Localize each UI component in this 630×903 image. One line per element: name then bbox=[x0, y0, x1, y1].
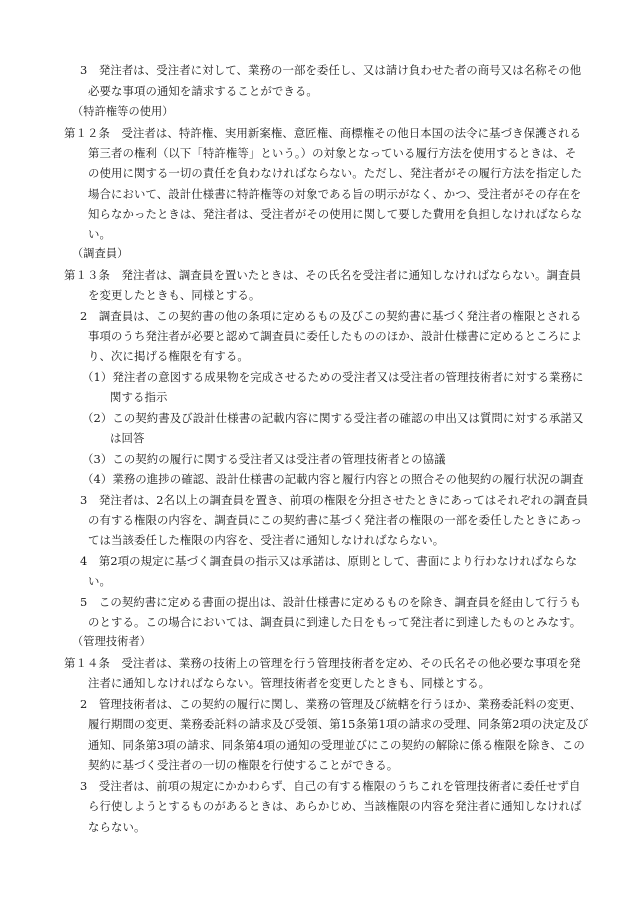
text-line: い。 bbox=[88, 574, 111, 588]
text-line: 5 この契約書に定める書面の提出は、設計仕様書に定めるものを除き、調査員を経由して行うも bbox=[80, 595, 581, 609]
text-line: 2 調査員は、この契約書の他の条項に定めるもの及びこの契約書に基づく発注者の権限とされる bbox=[80, 309, 582, 323]
text-line: 関する指示 bbox=[110, 390, 168, 404]
text-line: を変更したときも、同様とする。 bbox=[88, 288, 261, 302]
text-line: 必要な事項の通知を請求することができる。 bbox=[88, 84, 318, 98]
text-line: ならない。 bbox=[88, 820, 146, 834]
text-line: 3 受注者は、前項の規定にかかわらず、自己の有する権限のうちこれを管理技術者に委任せず自 bbox=[80, 779, 581, 793]
text-line: り、次に掲げる権限を有する。 bbox=[88, 349, 249, 363]
text-line: は回答 bbox=[110, 431, 145, 445]
article-line: 第１４条 受注者は、業務の技術上の管理を行う管理技術者を定め、その氏名その他必要な事項を発 bbox=[64, 656, 581, 670]
text-line: 2 管理技術者は、この契約の履行に関し、業務の管理及び統轄を行うほか、業務委託料の変更、 bbox=[80, 697, 582, 711]
text-line: の使用に関する一切の責任を負わなければならない。ただし、発注者がその履行方法を指定した bbox=[88, 166, 583, 180]
list-item: （2）この契約書及び設計仕様書の記載内容に関する受注者の確認の申出又は質問に対する承諾又 bbox=[82, 411, 584, 425]
text-line: 契約に基づく受注者の一切の権限を行使することができる。 bbox=[88, 758, 399, 772]
text-line: ら行使しようとするものがあるときは、あらかじめ、当該権限の内容を発注者に通知しなければ bbox=[88, 799, 582, 813]
text-line: 3 発注者は、受注者に対して、業務の一部を委任し、又は請け負わせた者の商号又は名称その他 bbox=[80, 63, 582, 77]
section-heading: （特許権等の使用） bbox=[72, 105, 174, 118]
list-item: （1）発注者の意図する成果物を完成させるための受注者又は受注者の管理技術者に対する業務に bbox=[82, 370, 584, 384]
text-line: 事項のうち発注者が必要と認めて調査員に委任したもののほか、設計仕様書に定めるところによ bbox=[88, 329, 583, 343]
section-heading: （調査員） bbox=[72, 247, 129, 260]
text-line: 4 第2項の規定に基づく調査員の指示又は承諾は、原則として、書面により行わなければならな bbox=[80, 554, 578, 568]
text-line: のとする。この場合においては、調査員に到達した日をもって発注者に到達したものとみなす。 bbox=[88, 615, 582, 629]
text-line: 3 発注者は、2名以上の調査員を置き、前項の権限を分担させたときにあってはそれぞれの調査員 bbox=[80, 493, 589, 507]
article-line: 第１３条 発注者は、調査員を置いたときは、その氏名を受注者に通知しなければならない。調査員 bbox=[64, 268, 582, 282]
section-heading: （管理技術者） bbox=[72, 635, 152, 648]
article-line: 第１２条 受注者は、特許権、実用新案権、意匠権、商標権その他日本国の法令に基づき保護される bbox=[64, 126, 582, 140]
text-line: 通知、同条第3項の請求、同条第4項の通知の受理並びにこの契約の解除に係る権限を除き、この bbox=[88, 738, 585, 752]
text-line: 場合において、設計仕様書に特許権等の対象である旨の明示がなく、かつ、受注者がその存在を bbox=[88, 187, 582, 201]
text-line: の有する権限の内容を、調査員にこの契約書に基づく発注者の権限の一部を委任したときにあっ bbox=[88, 513, 582, 527]
text-line: 知らなかったときは、発注者は、受注者がその使用に関して要した費用を負担しなければならな bbox=[88, 207, 583, 221]
list-item: （3）この契約の履行に関する受注者又は受注者の管理技術者との協議 bbox=[82, 452, 446, 466]
text-line: 注者に通知しなければならない。管理技術者を変更したときも、同様とする。 bbox=[88, 676, 491, 690]
list-item: （4）業務の進捗の確認、設計仕様書の記載内容と履行内容との照合その他契約の履行状況の調査 bbox=[82, 472, 584, 486]
text-line: ては当該委任した権限の内容を、受注者に通知しなければならない。 bbox=[88, 533, 445, 547]
text-line: 履行期間の変更、業務委託料の請求及び受領、第15条第1項の請求の受理、同条第2項の決定及び bbox=[88, 717, 589, 731]
text-line: 第三者の権利（以下「特許権等」という。）の対象となっている履行方法を使用するときは、そ bbox=[88, 146, 577, 160]
text-line: い。 bbox=[88, 227, 111, 241]
